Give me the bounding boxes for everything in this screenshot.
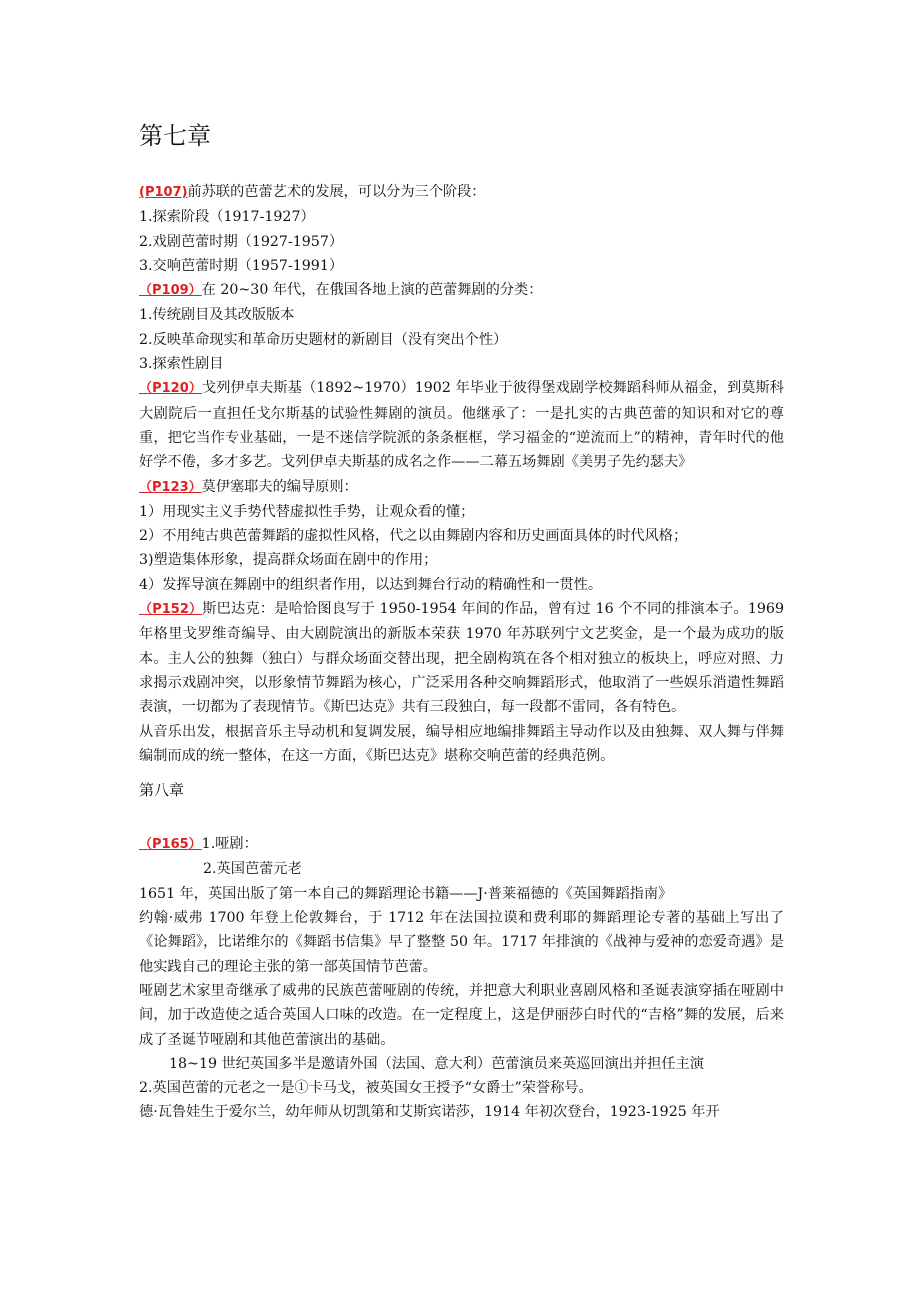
page-ref-p109: （P109） [139, 283, 202, 299]
paragraph: 2.英国芭蕾的元老之一是①卡马戈，被英国女王授予“女爵士”荣誉称号。 [139, 1080, 593, 1097]
list-item: 2.反映革命现实和革命历史题材的新剧目（没有突出个性） [139, 331, 508, 348]
list-item: 3)塑造集体形象，提高群众场面在剧中的作用； [139, 552, 438, 569]
page-ref-p120: （P120） [139, 381, 202, 397]
p152-paragraph: （P152）斯巴达克：是哈恰图良写于 1950-1954 年间的作品，曾有过 16 个不同的排演本子。1969 年格里戈罗维奇编导、由大剧院演出的新版本荣获 1970 年苏联列宁文艺奖金，是一个最为成功的版本。主人公的独舞（独白）与群众场面交替出现，把全剧构筑在各个相对独立的板块上，呼应对照、力求揭示戏剧冲突，以形象情节舞蹈为核心，广泛采用各种交响舞蹈形式，他取消了一些娱乐消遣性舞蹈表演，一切都为了表现情节。《斯巴达克》共有三段独白，每一段都不雷同，各有特色。 [139, 601, 784, 716]
page-ref-p165: （P165） [139, 837, 202, 853]
chapter-8-title: 第八章 [139, 781, 185, 800]
list-item: 3.探索性剧目 [139, 356, 224, 373]
p120-paragraph: （P120）戈列伊卓夫斯基（1892~1970）1902 年毕业于彼得堡戏剧学校舞蹈科师从福金，到莫斯科大剧院后一直担任戈尔斯基的试验性舞剧的演员。他继承了：一是扎实的古典芭蕾的知识和对它的尊重，把它当作专业基础，一是不迷信学院派的条条框框，学习福金的“逆流而上”的精神，青年时代的他好学不倦，多才多艺。戈列伊卓夫斯基的成名之作——二幕五场舞剧《美男子先约瑟夫》 [139, 380, 784, 471]
list-item: 2.戏剧芭蕾时期（1927-1957） [139, 233, 344, 250]
page-ref-p152: （P152） [139, 602, 203, 618]
page-ref-p107: (P107) [139, 185, 188, 200]
page-ref-p123: （P123） [139, 479, 202, 495]
p123-lead: （P123）莫伊塞耶夫的编导原则： [139, 478, 358, 495]
paragraph: 哑剧艺术家里奇继承了威弗的民族芭蕾哑剧的传统，并把意大利职业喜剧风格和圣诞表演穿插在哑剧中间，加于改造使之适合英国人口味的改造。在一定程度上，这是伊丽莎白时代的“吉格”舞的发展，后来成了圣诞节哑剧和其他芭蕾演出的基础。 [139, 982, 784, 1048]
p165-sub: 2.英国芭蕾元老 [203, 861, 302, 878]
p152-paragraph-2: 从音乐出发，根据音乐主导动机和复调发展，编导相应地编排舞蹈主导动作以及由独舞、双人舞与伴舞编制而成的统一整体，在这一方面，《斯巴达克》堪称交响芭蕾的经典范例。 [139, 723, 784, 764]
list-item: 1.传统剧目及其改版版本 [139, 307, 295, 324]
p165-lead: （P165）1.哑剧： [139, 836, 258, 853]
p107-lead: (P107)前苏联的芭蕾艺术的发展，可以分为三个阶段： [139, 184, 486, 200]
indented-paragraph: 18~19 世纪英国多半是邀请外国（法国、意大利）芭蕾演员来英巡回演出并担任主演 [169, 1055, 704, 1072]
paragraph: 约翰·威弗 1700 年登上伦敦舞台，于 1712 年在法国拉谟和费利耶的舞蹈理论专著的基础上写出了《论舞蹈》，比诺维尔的《舞蹈书信集》早了整整 50 年。1717 年排演的《战神与爱神的恋爱奇遇》是他实践自己的理论主张的第一部英国情节芭蕾。 [139, 910, 784, 975]
document-body [139, 118, 784, 1125]
paragraph: 1651 年，英国出版了第一本自己的舞蹈理论书籍——J·普莱福德的《英国舞蹈指南》 [139, 885, 673, 902]
chapter-7-title: 第七章 [139, 122, 211, 150]
paragraph: 德·瓦鲁娃生于爱尔兰，幼年师从切凯第和艾斯宾诺莎，1914 年初次登台，1923-1925 年开 [139, 1104, 720, 1121]
list-item: 2）不用纯古典芭蕾舞蹈的虚拟性风格，代之以由舞剧内容和历史画面具体的时代风格； [139, 528, 688, 545]
list-item: 4）发挥导演在舞剧中的组织者作用，以达到舞台行动的精确性和一贯性。 [139, 576, 603, 593]
list-item: 3.交响芭蕾时期（1957-1991） [139, 257, 344, 274]
p109-lead: （P109）在 20~30 年代，在俄国各地上演的芭蕾舞剧的分类： [139, 282, 543, 299]
list-item: 1.探索阶段（1917-1927） [139, 209, 315, 226]
list-item: 1）用现实主义手势代替虚拟性手势，让观众看的懂； [139, 503, 475, 520]
